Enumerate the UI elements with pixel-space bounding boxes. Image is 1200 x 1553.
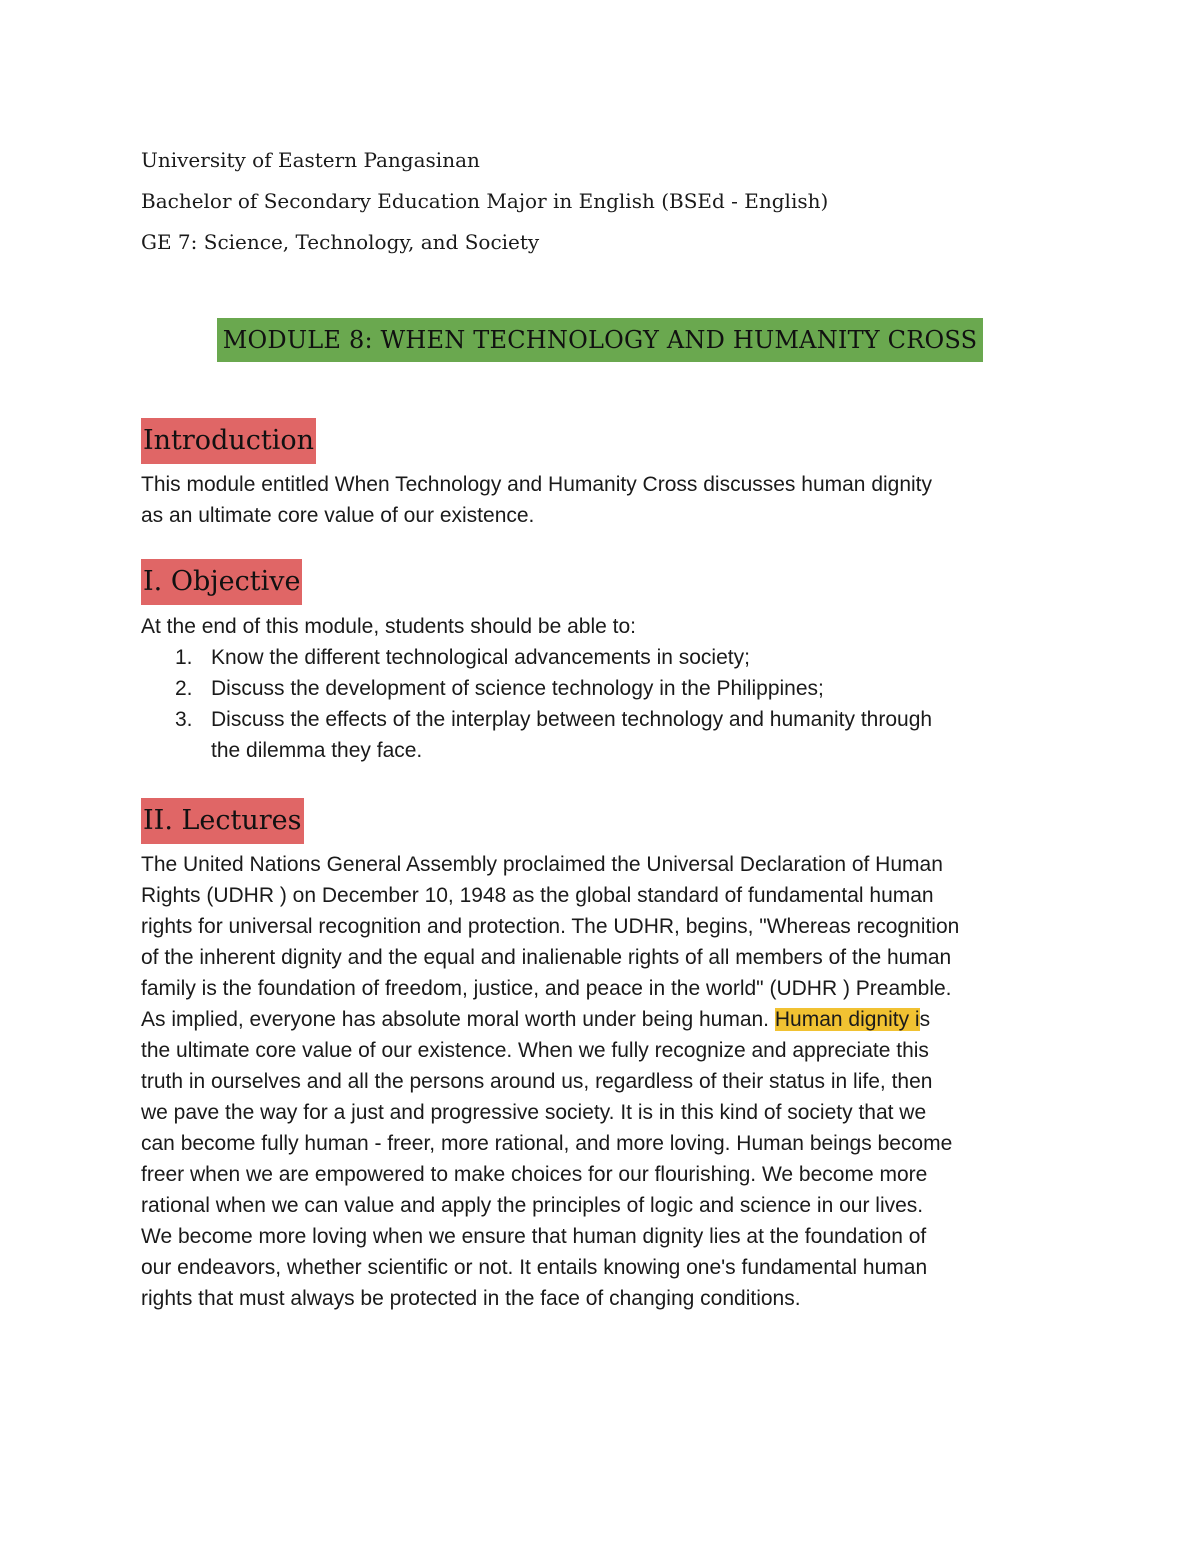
list-item-text: Discuss the effects of the interplay between technology and humanity through [211,708,933,731]
course-name: GE 7: Science, Technology, and Society [141,230,540,254]
module-title: MODULE 8: WHEN TECHNOLOGY AND HUMANITY CROSS [217,318,983,362]
list-item [141,704,1031,766]
paragraph-line: of the inherent dignity and the equal and inalienable rights of all members of the human [141,946,952,969]
university-name: University of Eastern Pangasinan [141,148,480,172]
paragraph-line: freer when we are empowered to make choices for our flourishing. We become more [141,1163,928,1186]
paragraph-line: rights that must always be protected in the face of changing conditions. [141,1287,801,1310]
list-item [141,673,1031,704]
paragraph-line: This module entitled When Technology and Humanity Cross discusses human dignity [141,473,933,496]
list-item-number: 2. [175,677,193,700]
objective-heading: I. Objective [141,559,302,605]
lectures-paragraph [141,849,1066,1314]
list-item-number: 1. [175,646,193,669]
paragraph-line: we pave the way for a just and progressive society. It is in this kind of society that we [141,1101,927,1124]
lectures-heading: II. Lectures [141,798,304,844]
paragraph-line [141,1004,1066,1035]
introduction-paragraph [141,469,1061,531]
paragraph-line: can become fully human - freer, more rational, and more loving. Human beings become [141,1132,953,1155]
list-item-text: Know the different technological advancements in society; [211,646,750,669]
document-page [141,140,1061,1314]
highlight-after: s [919,1008,931,1031]
list-item-text: Discuss the development of science technology in the Philippines; [211,677,824,700]
list-item-number: 3. [175,708,193,731]
introduction-heading: Introduction [141,418,316,464]
list-item [141,642,1031,673]
paragraph-line: Rights (UDHR ) on December 10, 1948 as the global standard of fundamental human [141,884,934,907]
document-header [141,140,1061,263]
module-title-wrap [0,318,1200,362]
paragraph-line: We become more loving when we ensure that human dignity lies at the foundation of [141,1225,927,1248]
list-item-text: the dilemma they face. [211,739,423,762]
highlighted-text: Human dignity i [774,1008,920,1031]
highlight-before: As implied, everyone has absolute moral worth under being human. [141,1008,775,1031]
paragraph-line: rational when we can value and apply the principles of logic and science in our lives. [141,1194,924,1217]
paragraph-line: truth in ourselves and all the persons around us, regardless of their status in life, then [141,1070,933,1093]
paragraph-line: family is the foundation of freedom, justice, and peace in the world" (UDHR ) Preamble. [141,977,952,1000]
paragraph-line: rights for universal recognition and protection. The UDHR, begins, "Whereas recognition [141,915,960,938]
lectures-section [141,798,1061,1314]
paragraph-line: as an ultimate core value of our existence. [141,504,535,527]
paragraph-line: the ultimate core value of our existence. When we fully recognize and appreciate this [141,1039,929,1062]
objective-lead: At the end of this module, students should be able to: [141,615,636,638]
objective-section [141,559,1061,766]
paragraph-line: The United Nations General Assembly proclaimed the Universal Declaration of Human [141,853,943,876]
introduction-section [141,418,1061,531]
objective-list [141,642,1061,766]
paragraph-line: our endeavors, whether scientific or not. It entails knowing one's fundamental human [141,1256,928,1279]
program-name: Bachelor of Secondary Education Major in English (BSEd - English) [141,189,829,213]
